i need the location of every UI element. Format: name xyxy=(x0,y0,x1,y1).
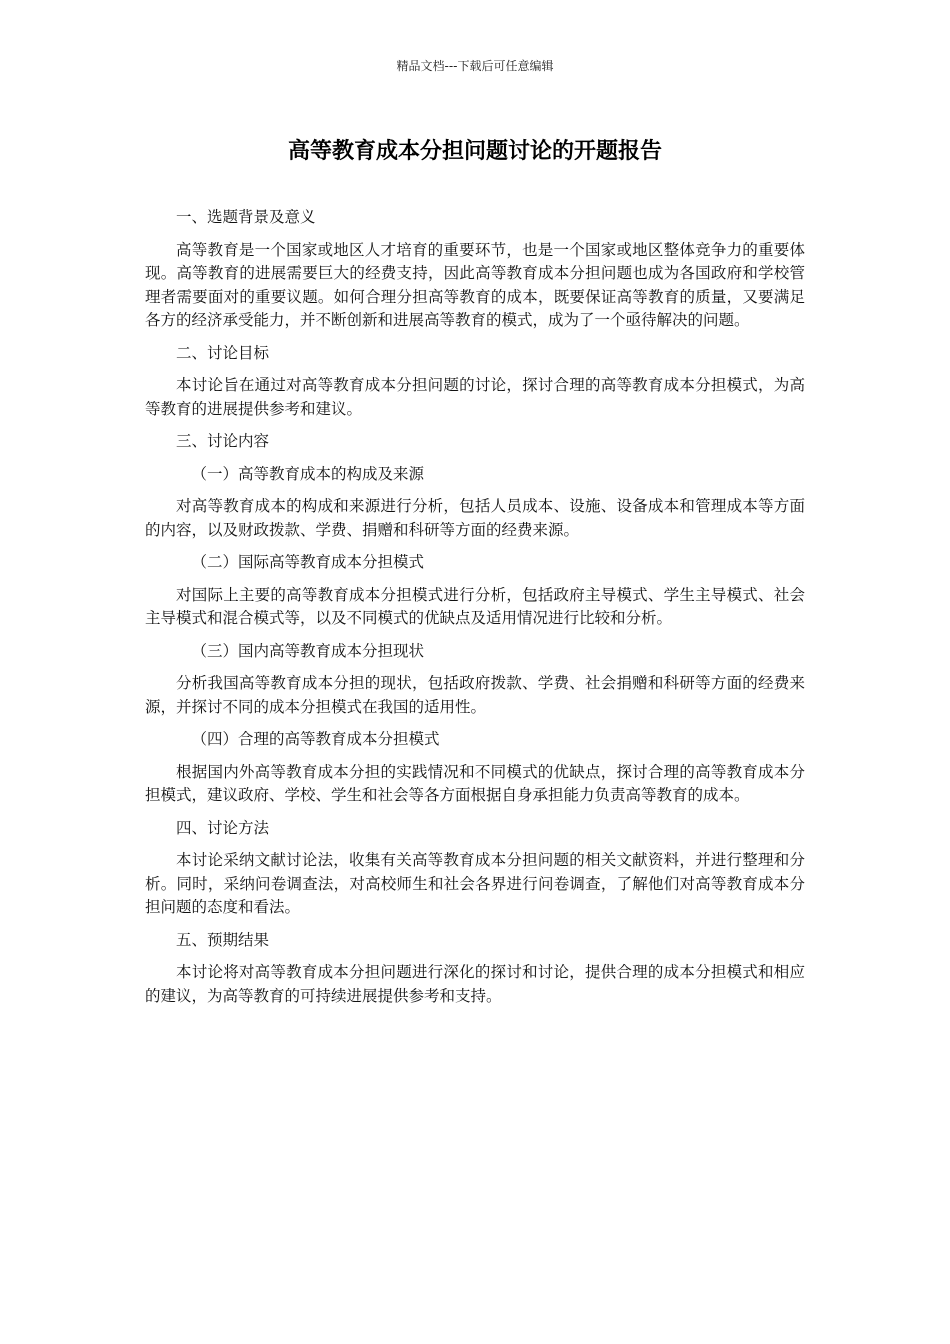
subsection-heading-international-models: （二）国际高等教育成本分担模式 xyxy=(191,553,425,571)
subsection-heading-cost-structure: （一）高等教育成本的构成及来源 xyxy=(191,464,425,483)
subsection-body-international-models: 对国际上主要的高等教育成本分担模式进行分析，包括政府主导模式、学生主导模式、社会主导模式和混合模式等，以及不同模式的优缺点及适用情况进行比较和分析。 xyxy=(145,585,805,627)
section-body-methods: 本讨论采纳文献讨论法，收集有关高等教育成本分担问题的相关文献资料，并进行整理和分析。同时，采纳问卷调查法，对高校师生和社会各界进行问卷调查，了解他们对高等教育成本分担问题的态度和看法。 xyxy=(145,851,805,916)
document-body xyxy=(145,206,805,1008)
subsection-body-domestic-status: 分析我国高等教育成本分担的现状，包括政府拨款、学费、社会捐赠和科研等方面的经费来源，并探讨不同的成本分担模式在我国的适用性。 xyxy=(145,674,805,716)
subsection-heading-reasonable-model: （四）合理的高等教育成本分担模式 xyxy=(191,730,440,748)
section-heading-methods: 四、讨论方法 xyxy=(176,818,270,837)
subsection-body-cost-structure: 对高等教育成本的构成和来源进行分析，包括人员成本、设施、设备成本和管理成本等方面的内容，以及财政拨款、学费、捐赠和科研等方面的经费来源。 xyxy=(145,497,805,539)
section-body-expected-results: 本讨论将对高等教育成本分担问题进行深化的探讨和讨论，提供合理的成本分担模式和相应的建议，为高等教育的可持续进展提供参考和支持。 xyxy=(145,963,805,1005)
section-heading-expected-results: 五、预期结果 xyxy=(176,930,270,949)
section-body-goals: 本讨论旨在通过对高等教育成本分担问题的讨论，探讨合理的高等教育成本分担模式，为高等教育的进展提供参考和建议。 xyxy=(145,376,805,418)
section-body-background: 高等教育是一个国家或地区人才培育的重要环节，也是一个国家或地区整体竞争力的重要体现。高等教育的进展需要巨大的经费支持，因此高等教育成本分担问题也成为各国政府和学校管理者需要面对的重要议题。如何合理分担高等教育的成本，既要保证高等教育的质量，又要满足各方的经济承受能力，并不断创新和进展高等教育的模式，成为了一个亟待解决的问题。 xyxy=(145,240,805,329)
section-heading-content: 三、讨论内容 xyxy=(176,432,270,450)
subsection-heading-domestic-status: （三）国内高等教育成本分担现状 xyxy=(191,641,425,660)
subsection-body-reasonable-model: 根据国内外高等教育成本分担的实践情况和不同模式的优缺点，探讨合理的高等教育成本分担模式，建议政府、学校、学生和社会等各方面根据自身承担能力负责高等教育的成本。 xyxy=(145,762,805,804)
section-heading-goals: 二、讨论目标 xyxy=(176,343,270,362)
header-watermark: 精品文档---下载后可任意编辑 xyxy=(396,59,554,73)
section-heading-background: 一、选题背景及意义 xyxy=(176,208,316,226)
document-title: 高等教育成本分担问题讨论的开题报告 xyxy=(287,139,662,164)
